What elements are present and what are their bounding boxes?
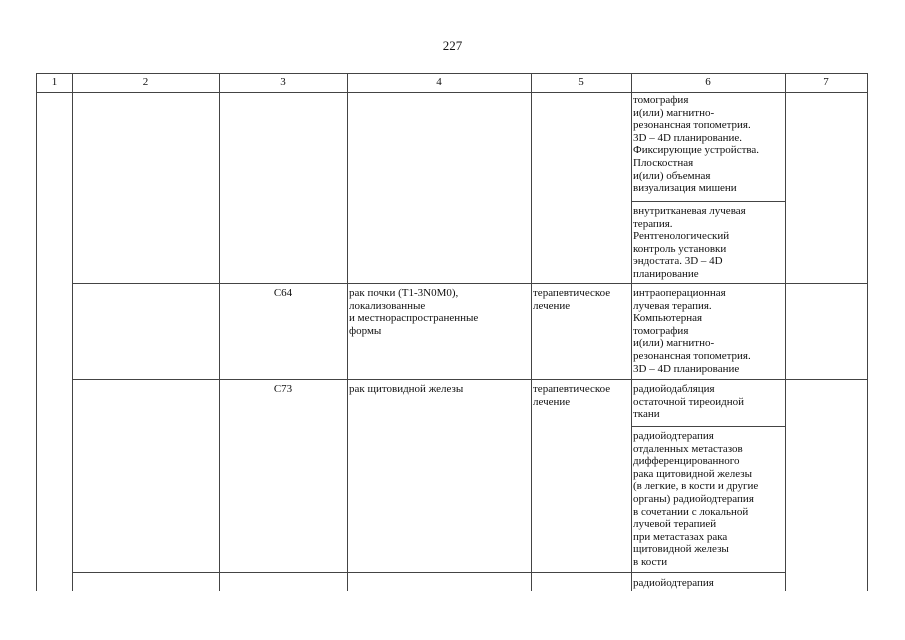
grid-line: [631, 201, 786, 202]
header-col-7: 7: [823, 76, 829, 88]
row-2-treatment: терапевтическое лечение: [533, 287, 611, 312]
grid-line: [36, 73, 868, 74]
header-col-1: 1: [51, 76, 58, 88]
grid-line: [631, 73, 632, 591]
grid-line: [531, 73, 532, 591]
grid-line: [36, 73, 37, 591]
row-3-method-3: радиойодтерапия: [633, 577, 714, 589]
header-col-3: 3: [280, 76, 286, 88]
row-2-code: C64: [273, 287, 293, 299]
header-col-6: 6: [705, 76, 711, 88]
grid-line: [219, 73, 220, 591]
grid-line: [631, 426, 786, 427]
header-col-4: 4: [436, 76, 442, 88]
grid-line: [72, 73, 73, 591]
row-3-code: C73: [273, 383, 293, 395]
grid-line: [36, 92, 868, 93]
row-1-method-1: томография и(или) магнитно- резонансная топометрия. 3D – 4D планирование. Фиксирующие устройства. Плоскостная и(или) объемная визуализация мишени: [633, 94, 760, 195]
grid-line: [72, 572, 786, 573]
row-3-method-2: радиойодтерапия отдаленных метастазов дифференцированного рака щитовидной железы (в легкие, в кости и другие органы) радиойодтерапия в сочетании с локальной лучевой терапией при метастазах рака щитовидной железы в кости: [633, 430, 759, 568]
row-1-method-2: внутритканевая лучевая терапия. Рентгенологический контроль установки эндостата. 3D – 4D планирование: [633, 205, 746, 280]
grid-line: [72, 379, 868, 380]
row-3-method-1: радиойодабляция остаточной тиреоидной ткани: [633, 383, 744, 421]
header-col-5: 5: [578, 76, 584, 88]
grid-line: [72, 283, 868, 284]
header-col-2: 2: [142, 76, 149, 88]
row-2-method-1: интраоперационная лучевая терапия. Компьютерная томография и(или) магнитно- резонансная топометрия. 3D – 4D планирование: [633, 287, 751, 375]
grid-line: [347, 73, 348, 591]
row-3-diagnosis: рак щитовидной железы: [349, 383, 464, 395]
grid-line: [867, 73, 868, 591]
grid-line: [785, 73, 786, 591]
row-2-diagnosis: рак почки (T1-3N0M0), локализованные и местнораспространенные формы: [349, 287, 479, 337]
row-3-treatment: терапевтическое лечение: [533, 383, 611, 408]
page-number: 227: [442, 38, 463, 53]
